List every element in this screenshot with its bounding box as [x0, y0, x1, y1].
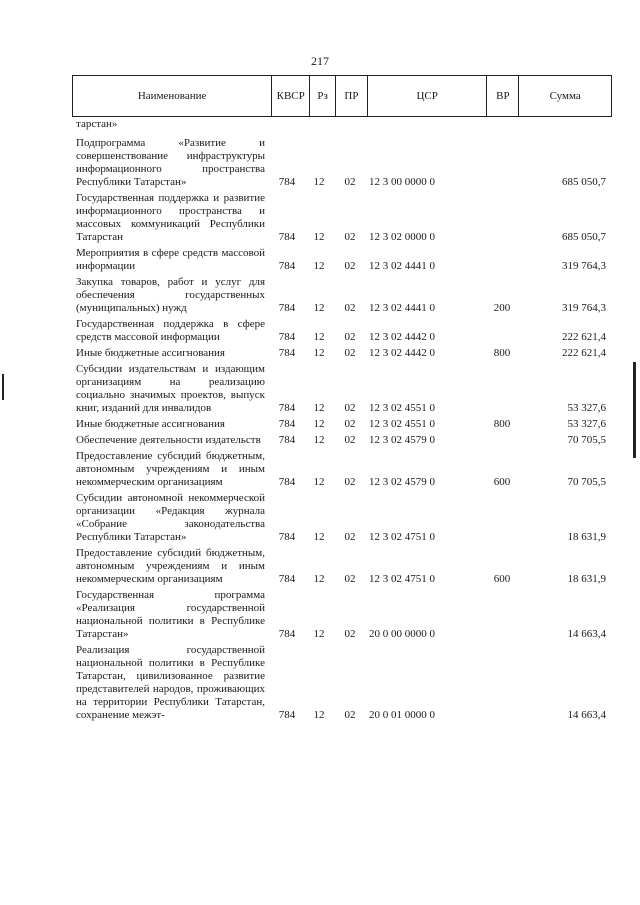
cell-pr: 02: [344, 176, 356, 188]
cell-csr: 12 3 02 0000 0: [369, 231, 435, 243]
cell-name: Обеспечение деятельности издательств: [76, 434, 261, 446]
cell-csr: 12 3 02 4751 0: [369, 531, 435, 543]
cell-kvsr: 784: [278, 402, 296, 414]
table-row: [76, 418, 606, 431]
cell-name: Предоставление субсидий бюджетным, автономным учреждениям и иным некоммерческим организациям: [76, 547, 265, 585]
cell-name: Иные бюджетные ассигнования: [76, 418, 225, 430]
cell-name: Предоставление субсидий бюджетным, автономным учреждениям и иным некоммерческим организациям: [76, 450, 265, 488]
cell-sum: 70 705,5: [567, 434, 606, 446]
cell-rz: 12: [313, 260, 325, 272]
cell-pr: 02: [344, 231, 356, 243]
cell-csr: 12 3 00 0000 0: [369, 176, 435, 188]
cell-name: Мероприятия в сфере средств массовой информации: [76, 247, 265, 272]
cell-kvsr: 784: [278, 331, 296, 343]
cell-kvsr: 784: [278, 434, 296, 446]
cell-vr: 200: [493, 302, 511, 314]
cell-sum: 53 327,6: [567, 418, 606, 430]
cell-sum: 222 621,4: [562, 347, 606, 359]
cell-pr: 02: [344, 331, 356, 343]
cell-sum: 685 050,7: [562, 176, 606, 188]
cell-sum: 319 764,3: [562, 260, 606, 272]
cell-name: Иные бюджетные ассигнования: [76, 347, 225, 359]
header-rz: Рз: [310, 76, 336, 116]
header-vr: ВР: [487, 76, 519, 116]
table-row: [76, 318, 606, 344]
cell-rz: 12: [313, 331, 325, 343]
header-name: Наименование: [73, 76, 272, 116]
header-kvsr: КВСР: [272, 76, 310, 116]
cell-pr: 02: [344, 434, 356, 446]
cell-name: Подпрограмма «Развитие и совершенствование инфраструктуры информационного пространства Республики Татарстан»: [76, 137, 265, 188]
cell-sum: 222 621,4: [562, 331, 606, 343]
table-header: [72, 75, 612, 117]
cell-rz: 12: [313, 347, 325, 359]
cell-vr: 800: [493, 418, 511, 430]
cell-rz: 12: [313, 531, 325, 543]
cell-sum: 14 663,4: [567, 709, 606, 721]
cell-rz: 12: [313, 628, 325, 640]
scan-mark-left: [2, 374, 4, 400]
cell-pr: 02: [344, 402, 356, 414]
page-number: 217: [311, 54, 329, 68]
table-row: [76, 347, 606, 360]
scan-mark-right: [633, 362, 636, 458]
cell-rz: 12: [313, 573, 325, 585]
cell-kvsr: 784: [278, 231, 296, 243]
cell-rz: 12: [313, 434, 325, 446]
cell-name: Государственная программа «Реализация государственной национальной политики в Республике Татарстан»: [76, 589, 265, 640]
cell-csr: 12 3 02 4551 0: [369, 402, 435, 414]
table-row: [76, 492, 606, 544]
cell-pr: 02: [344, 347, 356, 359]
table-body: [76, 118, 606, 725]
table-row: [76, 276, 606, 315]
table-row: [76, 192, 606, 244]
cell-csr: 12 3 02 4579 0: [369, 476, 435, 488]
cell-kvsr: 784: [278, 709, 296, 721]
cell-kvsr: 784: [278, 176, 296, 188]
cell-rz: 12: [313, 231, 325, 243]
cell-vr: 600: [493, 573, 511, 585]
table-row: [76, 589, 606, 641]
cell-sum: 18 631,9: [567, 531, 606, 543]
cell-kvsr: 784: [278, 260, 296, 272]
cell-pr: 02: [344, 573, 356, 585]
table-row: [76, 434, 606, 447]
cell-name: Субсидии издательствам и издающим организациям на реализацию социально значимых проектов, выпуск книг, изданий для инвалидов: [76, 363, 265, 414]
cell-kvsr: 784: [278, 573, 296, 585]
header-pr: ПР: [336, 76, 368, 116]
cell-rz: 12: [313, 402, 325, 414]
cell-kvsr: 784: [278, 418, 296, 430]
cell-sum: 14 663,4: [567, 628, 606, 640]
cell-csr: 12 3 02 4551 0: [369, 418, 435, 430]
cell-pr: 02: [344, 260, 356, 272]
header-csr: ЦСР: [368, 76, 488, 116]
cell-sum: 685 050,7: [562, 231, 606, 243]
table-row: [76, 137, 606, 189]
cell-kvsr: 784: [278, 347, 296, 359]
cell-csr: 12 3 02 4441 0: [369, 260, 435, 272]
table-row: [76, 644, 606, 722]
cell-pr: 02: [344, 302, 356, 314]
cell-pr: 02: [344, 476, 356, 488]
cell-name: Государственная поддержка в сфере средств массовой информации: [76, 318, 265, 343]
cell-kvsr: 784: [278, 531, 296, 543]
cell-vr: 600: [493, 476, 511, 488]
cell-rz: 12: [313, 476, 325, 488]
cell-rz: 12: [313, 176, 325, 188]
cell-name: Субсидии автономной некоммерческой организации «Редакция журнала «Собрание законодательства Республики Татарстан»: [76, 492, 265, 543]
cell-csr: 12 3 02 4751 0: [369, 573, 435, 585]
cell-name: Государственная поддержка и развитие информационного пространства и массовых коммуникаций Республики Татарстан: [76, 192, 265, 243]
table-row: [76, 547, 606, 586]
cell-name: Закупка товаров, работ и услуг для обеспечения государственных (муниципальных) нужд: [76, 276, 265, 314]
cell-csr: 12 3 02 4579 0: [369, 434, 435, 446]
cell-rz: 12: [313, 418, 325, 430]
cell-pr: 02: [344, 418, 356, 430]
cell-kvsr: 784: [278, 628, 296, 640]
continuation-text: тарстан»: [76, 118, 118, 130]
cell-name: Реализация государственной национальной политики в Республике Татарстан, цивилизованное развитие представителей народов, проживающих на территории Республики Татарстан, сохранение межэт-: [76, 644, 265, 721]
cell-csr: 12 3 02 4442 0: [369, 331, 435, 343]
cell-csr: 12 3 02 4441 0: [369, 302, 435, 314]
cell-csr: 20 0 01 0000 0: [369, 709, 435, 721]
table-row: [76, 450, 606, 489]
cell-sum: 70 705,5: [567, 476, 606, 488]
cell-pr: 02: [344, 628, 356, 640]
cell-vr: 800: [493, 347, 511, 359]
cell-csr: 20 0 00 0000 0: [369, 628, 435, 640]
continuation-row: [76, 118, 606, 131]
table-row: [76, 247, 606, 273]
header-sum: Сумма: [549, 90, 581, 102]
cell-kvsr: 784: [278, 476, 296, 488]
cell-kvsr: 784: [278, 302, 296, 314]
cell-rz: 12: [313, 302, 325, 314]
cell-sum: 319 764,3: [562, 302, 606, 314]
table-row: [76, 363, 606, 415]
cell-pr: 02: [344, 709, 356, 721]
cell-sum: 18 631,9: [567, 573, 606, 585]
cell-pr: 02: [344, 531, 356, 543]
cell-csr: 12 3 02 4442 0: [369, 347, 435, 359]
cell-sum: 53 327,6: [567, 402, 606, 414]
cell-rz: 12: [313, 709, 325, 721]
